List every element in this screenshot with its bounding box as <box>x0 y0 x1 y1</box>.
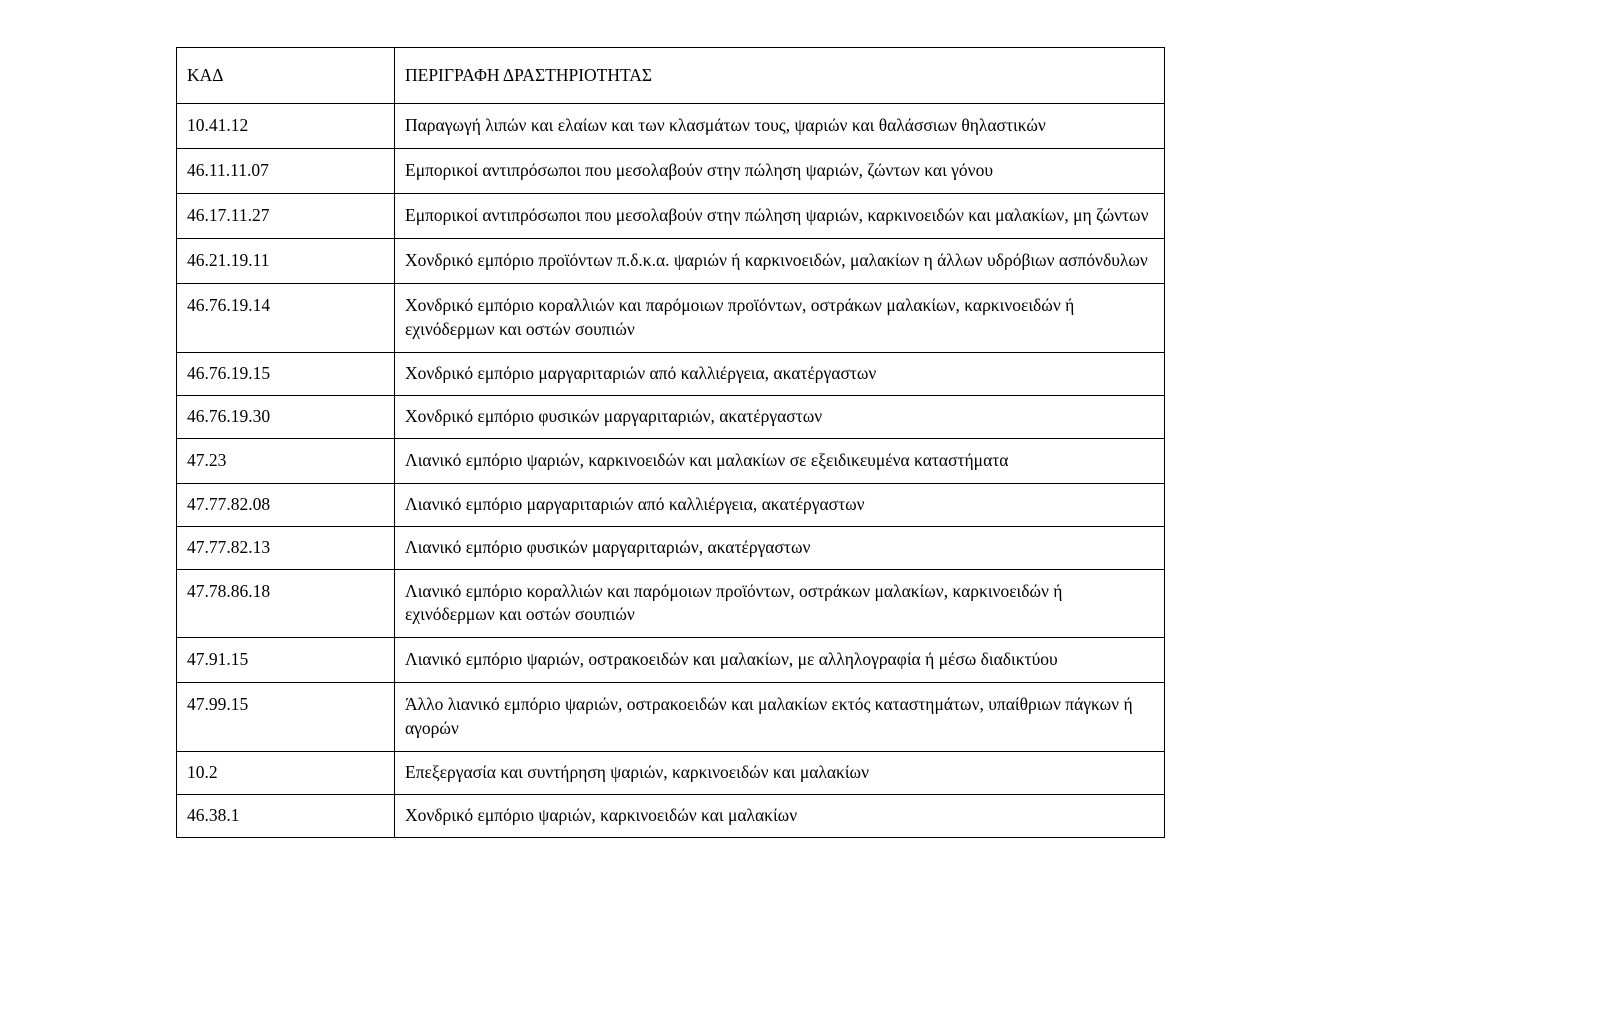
table-row <box>177 751 1165 794</box>
cell-activity-description: Λιανικό εμπόριο ψαριών, οστρακοειδών και μαλακίων, με αλληλογραφία ή μέσω διαδικτύου <box>395 638 1165 683</box>
table-row <box>177 527 1165 570</box>
column-header-code: ΚΑΔ <box>177 48 395 104</box>
table-row <box>177 683 1165 751</box>
table-row <box>177 570 1165 638</box>
table-row <box>177 284 1165 352</box>
cell-activity-description: Εμπορικοί αντιπρόσωποι που μεσολαβούν στην πώληση ψαριών, καρκινοειδών και μαλακίων, μη ζώντων <box>395 194 1165 239</box>
cell-activity-description: Χονδρικό εμπόριο μαργαριταριών από καλλιέργεια, ακατέργαστων <box>395 352 1165 395</box>
cell-kad-code: 46.76.19.30 <box>177 395 395 438</box>
cell-activity-description: Λιανικό εμπόριο ψαριών, καρκινοειδών και μαλακίων σε εξειδικευμένα καταστήματα <box>395 438 1165 483</box>
table-body <box>177 48 1165 838</box>
cell-activity-description: Παραγωγή λιπών και ελαίων και των κλασμάτων τους, ψαριών και θαλάσσιων θηλαστικών <box>395 104 1165 149</box>
cell-kad-code: 47.77.82.08 <box>177 483 395 526</box>
cell-kad-code: 10.2 <box>177 751 395 794</box>
cell-kad-code: 47.77.82.13 <box>177 527 395 570</box>
table-row <box>177 194 1165 239</box>
table-row <box>177 483 1165 526</box>
cell-kad-code: 47.91.15 <box>177 638 395 683</box>
cell-kad-code: 47.99.15 <box>177 683 395 751</box>
cell-kad-code: 46.76.19.14 <box>177 284 395 352</box>
cell-activity-description: Λιανικό εμπόριο φυσικών μαργαριταριών, ακατέργαστων <box>395 527 1165 570</box>
cell-kad-code: 46.38.1 <box>177 794 395 837</box>
cell-kad-code: 46.21.19.11 <box>177 239 395 284</box>
table-row <box>177 149 1165 194</box>
cell-activity-description: Χονδρικό εμπόριο φυσικών μαργαριταριών, ακατέργαστων <box>395 395 1165 438</box>
column-header-description: ΠΕΡΙΓΡΑΦΗ ΔΡΑΣΤΗΡΙΟΤΗΤΑΣ <box>395 48 1165 104</box>
cell-kad-code: 46.11.11.07 <box>177 149 395 194</box>
table-row <box>177 239 1165 284</box>
table-header-row <box>177 48 1165 104</box>
cell-activity-description: Επεξεργασία και συντήρηση ψαριών, καρκινοειδών και μαλακίων <box>395 751 1165 794</box>
cell-activity-description: Εμπορικοί αντιπρόσωποι που μεσολαβούν στην πώληση ψαριών, ζώντων και γόνου <box>395 149 1165 194</box>
cell-kad-code: 46.76.19.15 <box>177 352 395 395</box>
table-row <box>177 638 1165 683</box>
cell-kad-code: 47.23 <box>177 438 395 483</box>
cell-kad-code: 46.17.11.27 <box>177 194 395 239</box>
cell-kad-code: 10.41.12 <box>177 104 395 149</box>
cell-activity-description: Λιανικό εμπόριο μαργαριταριών από καλλιέργεια, ακατέργαστων <box>395 483 1165 526</box>
cell-kad-code: 47.78.86.18 <box>177 570 395 638</box>
cell-activity-description: Άλλο λιανικό εμπόριο ψαριών, οστρακοειδών και μαλακίων εκτός καταστημάτων, υπαίθριων πάγκων ή αγορών <box>395 683 1165 751</box>
table-row <box>177 352 1165 395</box>
table-row <box>177 395 1165 438</box>
table-row <box>177 104 1165 149</box>
cell-activity-description: Χονδρικό εμπόριο κοραλλιών και παρόμοιων προϊόντων, οστράκων μαλακίων, καρκινοειδών ή εχινόδερμων και οστών σουπιών <box>395 284 1165 352</box>
cell-activity-description: Λιανικό εμπόριο κοραλλιών και παρόμοιων προϊόντων, οστράκων μαλακίων, καρκινοειδών ή εχινόδερμων και οστών σουπιών <box>395 570 1165 638</box>
kad-activity-table <box>176 47 1165 838</box>
table-row <box>177 794 1165 837</box>
table-row <box>177 438 1165 483</box>
cell-activity-description: Χονδρικό εμπόριο προϊόντων π.δ.κ.α. ψαριών ή καρκινοειδών, μαλακίων η άλλων υδρόβιων ασπόνδυλων <box>395 239 1165 284</box>
cell-activity-description: Χονδρικό εμπόριο ψαριών, καρκινοειδών και μαλακίων <box>395 794 1165 837</box>
